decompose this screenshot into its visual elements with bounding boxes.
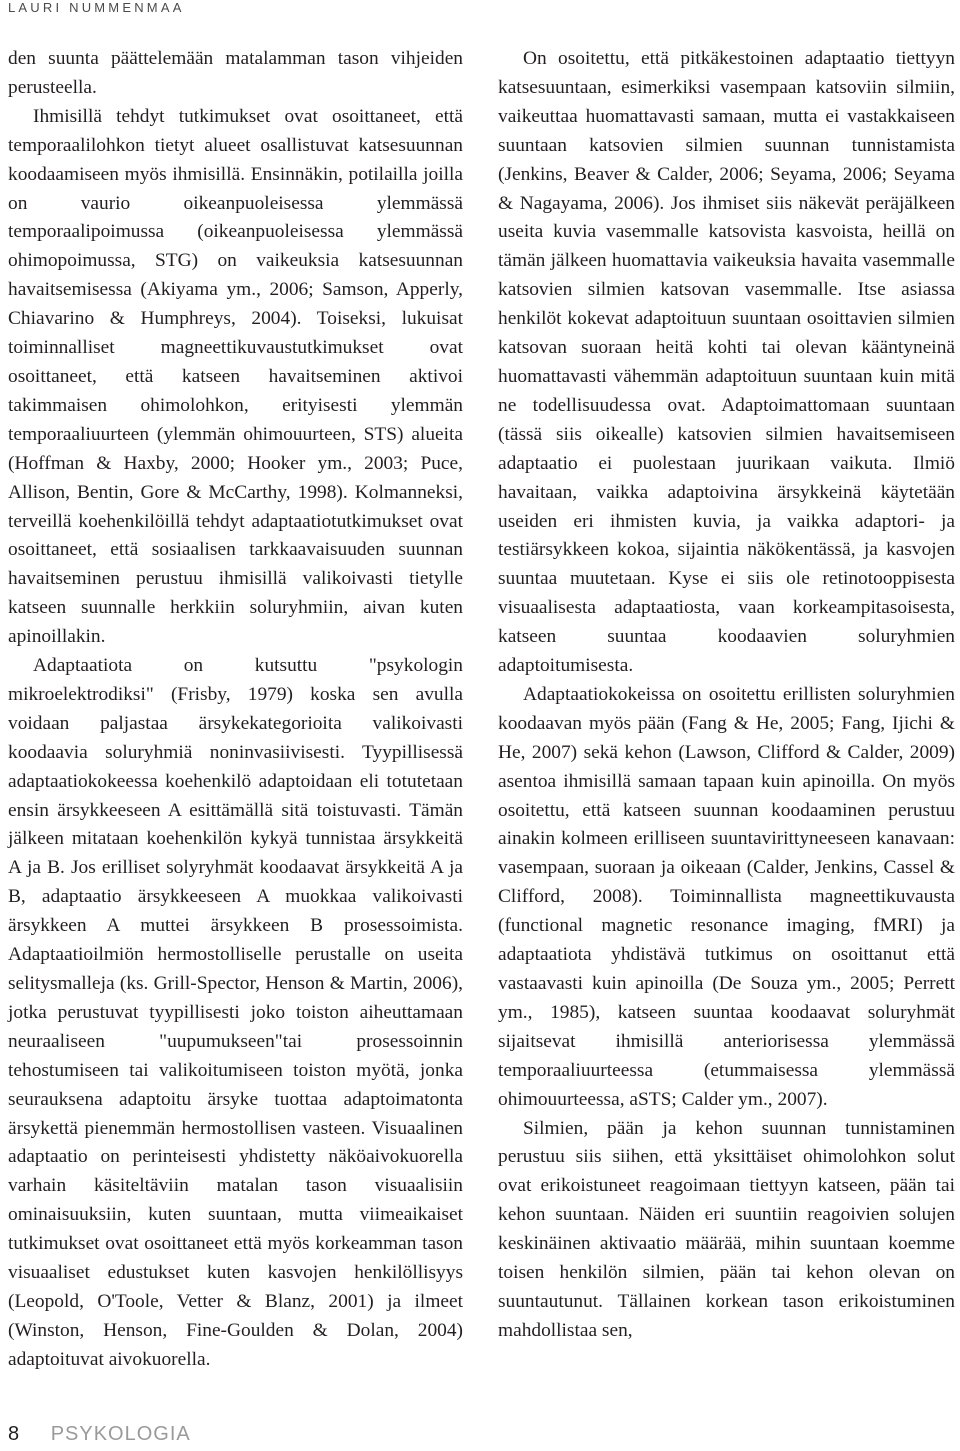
left-column [8,45,463,1375]
paragraph: Adaptaatiota on kutsuttu "psykologin mikroelektrodiksi" (Frisby, 1979) koska sen avulla voidaan paljastaa ärsykekategorioita valikoivasti koodaavia soluryhmiä noninvasiivisesti. Tyypillisessä adaptaatiokokeessa koehenkilö adaptoidaan eli totutetaan ensin ärsykkeeseen A esittämällä sitä toistuvasti. Tämän jälkeen mitataan koehenkilön kykyä tunnistaa ärsykkeitä A ja B. Jos erilliset solyryhmät koodaavat ärsykkeitä A ja B, adaptaatio ärsykkeeseen A muokkaa valikoivasti ärsykkeen A muttei ärsykkeen B prosessoimista. Adaptaatioilmiön hermostolliselle perustalle on useita selitysmalleja (ks. Grill-Spector, Henson & Martin, 2006), jotka perustuvat tyypillisesti joko toiston aiheuttamaan neuraaliseen "uupumukseen"tai prosessoinnin tehostumiseen tai valikoitumiseen toiston myötä, jonka seurauksena adaptoitu ärsyke tuottaa adaptoimatonta ärsykettä pienemmän hermostollisen vasteen. Visuaalinen adaptaatio on perinteisesti yhdistetty näköaivokuorella varhain käsiteltäviin matalan tason visuaalisiin ominaisuuksiin, kuten suuntaan, mutta viimeaikaiset tutkimukset ovat osoittaneet että myös korkeamman tason visuaaliset edustukset kuten kasvojen henkilöllisyys (Leopold, O'Toole, Vetter & Blanz, 2001) ja ilmeet (Winston, Henson, Fine-Goulden & Dolan, 2004) adaptoituvat aivokuorella. [8,655,463,1370]
paragraph: Silmien, pään ja kehon suunnan tunnistaminen perustuu siis siihen, että yksittäiset ohimolohkon solut ovat erikoistuneet reagoimaan tiettyyn katseen, pään tai kehon suuntaan. Näiden eri suuntiin reagoivien solujen keskinäinen aktivaatio määrää, mihin suuntaan koemme toisen henkilön silmien, pään tai kehon olevan on suuntautunut. Tällainen korkean tason erikoistuminen mahdollistaa sen, [498,1117,955,1341]
page-number: 8 [8,1423,20,1445]
paragraph: Ihmisillä tehdyt tutkimukset ovat osoittaneet, että temporaalilohkon tietyt alueet osallistuvat katsesuunnan koodaamiseen myös ihmisillä. Ensinnäkin, potilailla joilla on vaurio oikeanpuoleisessa ylemmässä temporaalipoimussa (oikeanpuoleisessa ylemmässä ohimopoimussa, STG) on vaikeuksia katsesuunnan havaitsemisessa (Akiyama ym., 2006; Samson, Apperly, Chiavarino & Humphreys, 2004). Toiseksi, lukuisat toiminnalliset magneettikuvaustutkimukset ovat osoittaneet, että katseen havaitseminen aktivoi takimmaisen ohimolohkon, erityisesti ylemmän temporaaliuurteen (ylemmän ohimouurteen, STS) alueita (Hoffman & Haxby, 2000; Hooker ym., 2003; Puce, Allison, Bentin, Gore & McCarthy, 1998). Kolmanneksi, terveillä koehenkilöillä tehdyt adaptaatiotutkimukset ovat osoittaneet, että sosiaalisen tarkkaavaisuuden suunnan havaitseminen perustuu ihmisillä valikoivasti tietylle katseen suunnalle herkkiin soluryhmiin, aivan kuten apinoillakin. [8,105,463,648]
paragraph: On osoitettu, että pitkäkestoinen adaptaatio tiettyyn katsesuuntaan, esimerkiksi vasempaan katsoviin silmiin, vaikeuttaa huomattavasti samaan, mutta ei vastakkaiseen suuntaan katsovien silmien suunnan tunnistamista (Jenkins, Beaver & Calder, 2006; Seyama, 2006; Seyama & Nagayama, 2006). Jos ihmiset siis näkevät peräjälkeen useita kuvia vasemmalle katsovista kasvoista, heillä on tämän jälkeen huomattavia vaikeuksia havaita vasemmalle katsovien silmien katsovan vasemmalle. Itse asiassa henkilöt kokevat adaptoituun suuntaan osoittavien silmien katsovan suoraan heitä kohti tai olevan kääntyneinä huomattavasti vähemmän adaptoituun suuntaan kuin mitä ne todellisuudessa ovat. Adaptoimattomaan suuntaan (tässä siis oikealle) katsovien silmien havaitsemiseen adaptaatio ei puolestaan juurikaan vaikuta. Ilmiö havaitaan, vaikka adaptoivina ärsykkeinä käytetään useiden eri ihmisten kuvia, ja vaikka adaptori- ja testiärsykkeen kokoa, sijaintia näkökentässä, ja kasvojen suuntaa muutetaan. Kyse ei siis ole retinotooppisesta visuaalisesta adaptaatiosta, vaan korkeampitasoisesta, katseen suuntaa koodaavien soluryhmien adaptoitumisesta. [498,48,955,677]
right-column [498,45,955,1346]
paragraph: den suunta päättelemään matalamman tason vihjeiden perusteella. [8,48,463,98]
paragraph: Adaptaatiokokeissa on osoitettu erillisten soluryhmien koodaavan myös pään (Fang & He, 2005; Fang, Ijichi & He, 2007) sekä kehon (Lawson, Clifford & Calder, 2009) asentoa ihmisillä samaan tapaan kuin apinoilla. On myös osoitettu, että katseen suunnan koodaaminen perustuu ainakin kolmeen erilliseen suuntavirittyneeseen kanavaan: vasempaan, suoraan ja oikeaan (Calder, Jenkins, Cassel & Clifford, 2008). Toiminnallista magneettikuvausta (functional magnetic resonance imaging, fMRI) ja adaptaatiota yhdistävä tutkimus on osoittanut että vastaavasti kuin apinoilla (De Souza ym., 2005; Perrett ym., 1985), katseen suuntaa koodaavat soluryhmät sijaitsevat ihmisillä anteriorisessa ylemmässä temporaaliuurteessa (etummaisessa ylemmässä ohimouurteessa, aSTS; Calder ym., 2007). [498,683,955,1110]
running-head: LAURI NUMMENMAA [8,0,185,15]
page-footer [8,1423,191,1446]
journal-name: PSYKOLOGIA [50,1423,191,1445]
